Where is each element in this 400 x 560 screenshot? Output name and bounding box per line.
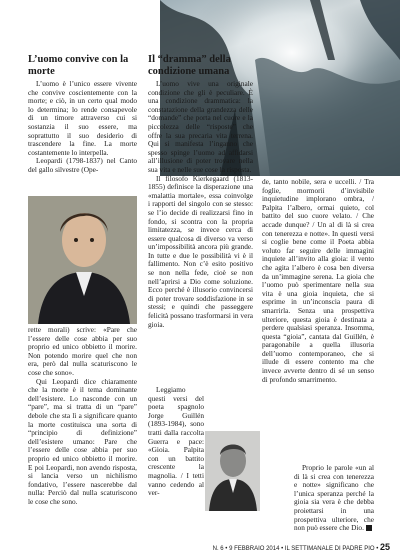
guillen-portrait xyxy=(205,431,260,511)
column-2-top xyxy=(148,54,253,329)
column-2-bottom xyxy=(148,386,204,498)
paragraph: Qui Leopardi dice chiaramente che la morte è il tema dominante dell’esistere. Lo nasconde con un “pare”, ma si tratta di un “pare” debole che sta lì a significare quanto la morte costituisca una sorta di “principio di definizione” dell’esistere umano: Pare che l’essere delle cose abbia per suo proprio ed unico obbietto il morire. E poi Leopardi, non avendo risposta, si lancia verso un nichilismo fondativo, l’essere nascerebbe dal nulla: Perciò dal nulla scaturiscono le cose che sono. xyxy=(28,376,137,506)
leopardi-portrait xyxy=(28,196,137,324)
paragraph: L’uomo vive una originale condizione che gli è peculiare. È una condizione drammatica: la constatazione della grandezza delle “domande” che porta nel cuore e la piccolezza delle “risposte” che offre la sua precaria vita terrena. Qui si manifesta l’inganno che spesso spinge l’uomo ad affidarsi all’illusione di poter trovare nella sua vita e nelle sue cose la risposta. xyxy=(148,79,253,174)
paragraph: L’uomo è l’unico essere vivente che convive coscientemente con la morte; e ciò, in un certo qual modo lo determina; lo rende consapevole di un timore attraverso cui si sostanzia il suo essere, ma soprattutto il suo desiderio di trascendere la fine. La morte costantemente lo interpella. xyxy=(28,79,137,157)
heading-dramma: Il “dramma” della condizione umana xyxy=(148,54,231,77)
page-number: 25 xyxy=(379,542,390,552)
paragraph: Leggiamo questi versi del poeta spagnolo Jorge Guillén (1893-1984), sono tratti dalla raccolta Guerra e pace: «Gioia. Palpita con un battito crescente la magnolia. / I tetti vanno cedendo al ver- xyxy=(148,385,204,498)
page-footer xyxy=(180,542,390,552)
column-3-bottom xyxy=(294,464,374,533)
column-1-bottom xyxy=(28,326,137,506)
column-1-top xyxy=(28,54,137,175)
paragraph: Leopardi (1798-1837) nel Canto del gallo silvestre (Ope- xyxy=(28,156,137,174)
column-3-top xyxy=(262,178,374,384)
heading-uomo-morte: L’uomo convive con la morte xyxy=(28,54,129,77)
footer-issue: N. 6 • 9 FEBBRAIO 2014 • IL SETTIMANALE DI PADRE PIO • xyxy=(212,546,379,552)
paragraph: Il filosofo Kierkegaard (1813-1855) definisce la disperazione una «malattia mortale», essa coinvolge i rapporti del singolo con se stesso: se l’io decide di realizzarsi fino in fondo, si scontra con la propria limitatezza, se invece cerca di essere qualcosa di diverso va verso un’impossibilità ancora più grande. In tutte e due le possibilità vi è il fallimento. Non c’è esito positivo se non nella fede, cioè se non nell’aprirsi a Dio come soluzione. Ecco perché è illusorio convincersi di poter trovare soddisfazione in se stessi; e quindi che passeggere felicità possano trasformarsi in vera gioia. xyxy=(148,173,253,329)
paragraph: de, tanto nobile, sera e uccelli. / Tra foglie, mormorii d’invisibile inquietudine implorano ombra, / Palpita l’albero, ormai quieto, col battito del suo cuore velato. / Che accade dunque? / Un al di là si crea con tenerezza e notte». In questi versi si coglie bene come il Poeta abbia voluto far seguire delle immagini inquiete all’invito alla gioia: il vento che agita l’albero è cosa ben diversa da un’immagine serena. La gioia che l’uomo può sperimentare nella sua vita è una gioia inquieta, che si esprime in un’inconscia paura di smarrirla. Senza una prospettiva ulteriore, questa gioia è destinata a perdere qualsiasi speranza. Insomma, questa “gioia”, cantata dal Guillén, è paragonabile a quella illusoria dell’uomo contemporaneo, che si illude di essere contento ma che invece avverte dentro di sé un senso di profondo smarrimento. xyxy=(262,177,374,384)
paragraph: Proprio le parole «un al di là si crea con tenerezza e notte» significano che l’unica speranza perché la gioia sia vera è che debba proiettarsi in una prospettiva ulteriore, che non può essere che Dio. xyxy=(294,463,374,533)
paragraph-quote: rette morali) scrive: «Pare che l’essere delle cose abbia per suo proprio ed unico obbietto il morire. Non potendo morire quel che non era, però dal nulla scaturiscono le cose che sono». xyxy=(28,325,137,377)
end-mark xyxy=(366,525,372,531)
